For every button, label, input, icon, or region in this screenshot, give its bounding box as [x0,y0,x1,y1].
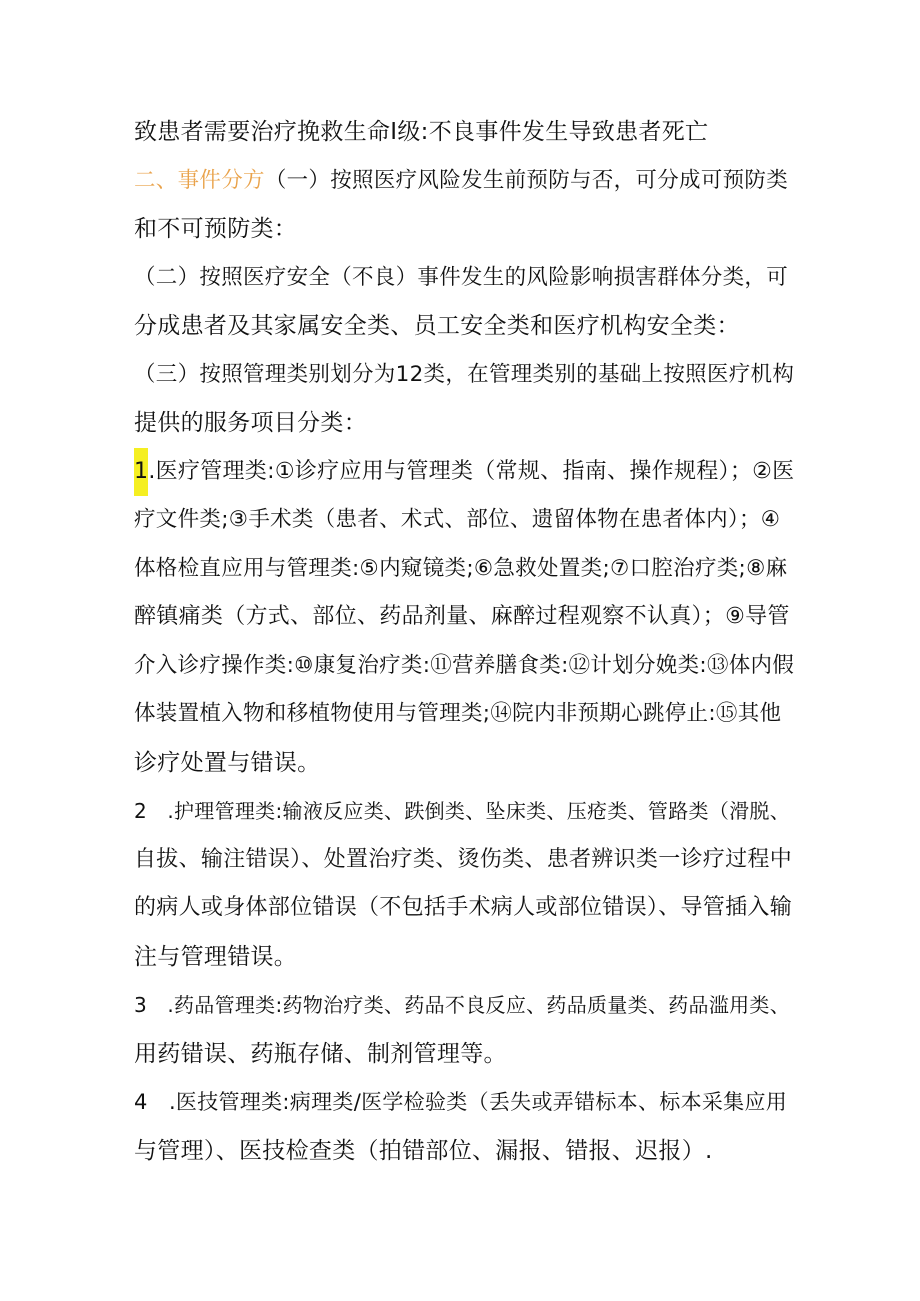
text-line: 诊疗处置与错误。 [134,749,321,776]
text-line: 致患者需要治疗挽救生命Ⅰ级:不良事件发生导致患者死亡 [134,119,709,145]
list-item-line: 4 .医技管理类:病理类/医学检验类（丢失或弄错标本、标本采集应用 [134,1090,788,1114]
list-item-line: 2 .护理管理类:输液反应类、跌倒类、坠床类、压疮类、管路类（滑脱、 [134,799,791,823]
text-line: 注与管理错误。 [134,943,298,970]
text-line: 疗文件类;③手术类（患者、术式、部位、遗留体物在患者体内）；④ [134,507,781,532]
text-line: （三）按照管理类别划分为12类，在管理类别的基础上按照医疗机构 [134,361,795,387]
text-line: （二）按照医疗安全（不良）事件发生的风险影响损害群体分类，可 [134,264,789,290]
text-run: （一）按照医疗风险发生前预防与否，可分成可预防类 [264,167,789,193]
list-item-line [134,448,794,497]
document-body [134,108,794,1175]
text-line: 体格检直应用与管理类:⑤内窥镜类;⑥急救处置类;⑦口腔治疗类;⑧麻 [134,555,788,581]
section-heading: 二、事件分方 [134,167,265,193]
text-line: 分成患者及其家属安全类、员工安全类和医疗机构安全类： [134,313,740,339]
text-line: 的病人或身体部位错误（不包括手术病人或部位错误）、导管插入输 [134,895,793,920]
text-line: 醉镇痛类（方式、部位、药品剂量、麻醉过程观察不认真）；⑨导管 [134,604,790,629]
highlighted-number: 1 [134,448,148,497]
section-heading-line [134,157,794,206]
list-item-line: 3 .药品管理类:药物治疗类、药品不良反应、药品质量类、药品滥用类、 [134,993,791,1017]
text-line: 和不可预防类： [134,216,298,242]
text-run: .医疗管理类:①诊疗应用与管理类（常规、指南、操作规程）；②医 [148,458,795,484]
text-line: 用药错误、药瓶存储、制剂管理等。 [134,1040,507,1067]
text-line: 体装置植入物和移植物使用与管理类;⑭院内非预期心跳停止:⑮其他 [134,701,782,726]
text-line: 提供的服务项目分类： [134,410,367,436]
text-line: 自拔、输注错误）、处置治疗类、烫伤类、患者辨识类一诊疗过程中 [134,846,793,872]
text-line: 与管理）、医技检查类（拍错部位、漏报、错报、迟报）. [134,1137,713,1164]
text-line: 介入诊疗操作类:⑩康复治疗类:⑪营养膳食类:⑫计划分娩类:⑬体内假 [134,652,795,678]
